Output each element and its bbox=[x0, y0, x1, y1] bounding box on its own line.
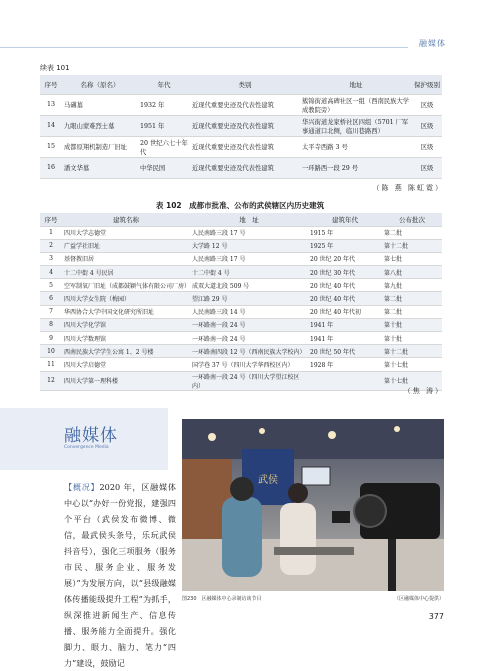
table-row bbox=[40, 157, 442, 178]
table-cell bbox=[308, 371, 382, 390]
table-cell: 基督教旧居 bbox=[62, 252, 190, 265]
table-cell: 十二中街 4 号 bbox=[190, 266, 308, 279]
table-cell: 7 bbox=[40, 305, 62, 318]
table-cell: 一环路西一段 29 号 bbox=[300, 157, 412, 178]
table-cell: 8 bbox=[40, 318, 62, 331]
photo-credit: （区融媒体中心提供） bbox=[393, 596, 444, 602]
table-cell: 望江路 29 号 bbox=[190, 292, 308, 305]
table-cell: 中华民国 bbox=[138, 157, 190, 178]
ceiling bbox=[182, 419, 444, 459]
table-cell: 11 bbox=[40, 358, 62, 371]
table-cell: 14 bbox=[40, 115, 62, 136]
table-cell: 20 世纪 50 年代 bbox=[308, 345, 382, 358]
photo-caption: 图230 区融媒体中心录制访谈节目 bbox=[182, 596, 262, 602]
table101-continued-label: 续表 101 bbox=[40, 64, 70, 72]
screen-text: 武侯 bbox=[258, 475, 278, 486]
column-header: 名称（原名） bbox=[62, 75, 138, 94]
table-cell: 20 世纪 40 年代 bbox=[308, 292, 382, 305]
table-cell: 第八批 bbox=[382, 266, 442, 279]
ceiling-light bbox=[208, 433, 216, 441]
table-row bbox=[40, 358, 442, 371]
body-paragraph bbox=[64, 479, 176, 671]
table-cell: 华西协合大学中国文化研究所旧址 bbox=[62, 305, 190, 318]
table-cell: 10 bbox=[40, 345, 62, 358]
table101-signature: （陈 燕 陈虹霓） bbox=[372, 184, 444, 192]
table-cell: 6 bbox=[40, 292, 62, 305]
table-cell: 16 bbox=[40, 157, 62, 178]
table-cell: 潘文华墓 bbox=[62, 157, 138, 178]
table-row bbox=[40, 226, 442, 239]
table-row bbox=[40, 345, 442, 358]
table-cell: 1915 年 bbox=[308, 226, 382, 239]
table-row bbox=[40, 115, 442, 136]
header-rule bbox=[0, 47, 408, 48]
table-cell: 1941 年 bbox=[308, 332, 382, 345]
table-cell: 华兴街道龙家桥社区四组（5701 厂军事通道口北侧，临川巷路西） bbox=[300, 115, 412, 136]
table-row bbox=[40, 371, 442, 390]
table-row bbox=[40, 292, 442, 305]
interviewer bbox=[222, 497, 262, 577]
column-header: 保护级别 bbox=[412, 75, 442, 94]
table-cell: 第二批 bbox=[382, 305, 442, 318]
table-cell: 5 bbox=[40, 279, 62, 292]
table-cell: 马礴墓 bbox=[62, 94, 138, 115]
small-camera bbox=[332, 511, 350, 523]
table-cell: 15 bbox=[40, 136, 62, 157]
table-cell: 1925 年 bbox=[308, 239, 382, 252]
table-cell: 第十批 bbox=[382, 318, 442, 331]
table-row bbox=[40, 136, 442, 157]
table-row bbox=[40, 239, 442, 252]
table-cell: 第十二批 bbox=[382, 345, 442, 358]
table-row bbox=[40, 332, 442, 345]
table-cell: 成都原翔机制造厂旧址 bbox=[62, 136, 138, 157]
table-row bbox=[40, 252, 442, 265]
table-cell: 近现代重要史迹及代表性建筑 bbox=[190, 94, 300, 115]
table-cell: 13 bbox=[40, 94, 62, 115]
ceiling-light bbox=[259, 428, 265, 434]
table-cell: 一环路南一段 24 号 bbox=[190, 318, 308, 331]
table-cell: 第十二批 bbox=[382, 239, 442, 252]
table-cell: 一环路南四段 12 号（西南民族大学校内） bbox=[190, 345, 308, 358]
table-cell: 20 世纪 20 年代 bbox=[308, 252, 382, 265]
table-header-row bbox=[40, 213, 442, 226]
table-cell: 4 bbox=[40, 266, 62, 279]
table-header-row bbox=[40, 75, 442, 94]
table-cell: 九眼山蒙难烈士墓 bbox=[62, 115, 138, 136]
table-cell: 国学巷 37 号（四川大学华西校区内） bbox=[190, 358, 308, 371]
table-cell: 簇锦街道高碑社区一组（西南民族大学成教院旁） bbox=[300, 94, 412, 115]
table-cell: 四川大学志德堂 bbox=[62, 226, 190, 239]
table-cell: 20 世纪 40 年代初 bbox=[308, 305, 382, 318]
table-cell: 9 bbox=[40, 332, 62, 345]
page-number: 377 bbox=[428, 612, 444, 621]
paragraph-text: 2020 年，区融媒体中心以“办好一份党报，建强四个平台（武侯发布微博、微信，最武侯头条号，乐玩武侯抖音号），强化三项服务（服务市民、服务企业、服务发展）”为发展方向，以“县级融媒体传播能级提升工程”为抓手，纵深推进新闻生产、信息传播、服务能力全面提升。强化脚力、眼力、脑力、笔力“四力”建设，鼓励记 bbox=[64, 482, 176, 668]
table-cell: 20 世纪六七十年代 bbox=[138, 136, 190, 157]
table-cell: 一环路南一段 24 号 bbox=[190, 332, 308, 345]
column-header: 公布批次 bbox=[382, 213, 442, 226]
table-cell: 四川大学启德堂 bbox=[62, 358, 190, 371]
section-subtitle: Convergence Media bbox=[64, 445, 109, 450]
ceiling-light bbox=[394, 426, 400, 432]
interview-photo bbox=[182, 419, 444, 591]
table-cell: 区级 bbox=[412, 94, 442, 115]
table-cell: 区级 bbox=[412, 136, 442, 157]
table-cell: 四川大学化学馆 bbox=[62, 318, 190, 331]
table-cell: 1932 年 bbox=[138, 94, 190, 115]
table-cell: 近现代重要史迹及代表性建筑 bbox=[190, 136, 300, 157]
section-title: 融媒体 bbox=[64, 426, 118, 446]
column-header: 建筑年代 bbox=[308, 213, 382, 226]
column-header: 地址 bbox=[300, 75, 412, 94]
column-header: 序号 bbox=[40, 213, 62, 226]
table-row bbox=[40, 279, 442, 292]
table-cell: 第二批 bbox=[382, 226, 442, 239]
tripod bbox=[388, 539, 396, 591]
table-cell: 3 bbox=[40, 252, 62, 265]
table-cell: 四川大学第一理科楼 bbox=[62, 371, 190, 390]
table-cell: 第十七批 bbox=[382, 358, 442, 371]
table-cell: 第七批 bbox=[382, 252, 442, 265]
table102-signature: （焦 涛） bbox=[403, 387, 444, 395]
table-cell: 四川大学女生院（梅园） bbox=[62, 292, 190, 305]
table-cell: 1941 年 bbox=[308, 318, 382, 331]
table-cell: 大学路 12 号 bbox=[190, 239, 308, 252]
table-row bbox=[40, 94, 442, 115]
table-cell: 近现代重要史迹及代表性建筑 bbox=[190, 157, 300, 178]
table-cell: 第十批 bbox=[382, 332, 442, 345]
table-cell: 20 世纪 30 年代 bbox=[308, 266, 382, 279]
table-cell: 1951 年 bbox=[138, 115, 190, 136]
photo-illustration bbox=[182, 419, 444, 591]
table-surface bbox=[274, 547, 354, 555]
table-cell: 1 bbox=[40, 226, 62, 239]
running-header: 融媒体 bbox=[419, 39, 446, 48]
interviewer-head bbox=[230, 477, 254, 501]
table-cell: 太平寺西路 3 号 bbox=[300, 136, 412, 157]
table-cell: 近现代重要史迹及代表性建筑 bbox=[190, 115, 300, 136]
table-cell: 20 世纪 40 年代 bbox=[308, 279, 382, 292]
guest-head bbox=[288, 483, 308, 503]
column-header: 序号 bbox=[40, 75, 62, 94]
table-cell: 人民南路三段 14 号 bbox=[190, 305, 308, 318]
table-cell: 区级 bbox=[412, 157, 442, 178]
table-101 bbox=[40, 75, 442, 179]
table-cell: 第二批 bbox=[382, 292, 442, 305]
column-header: 地 址 bbox=[190, 213, 308, 226]
camera-lens bbox=[354, 495, 386, 527]
column-header: 建筑名称 bbox=[62, 213, 190, 226]
table-cell: 12 bbox=[40, 371, 62, 390]
table-cell: 1928 年 bbox=[308, 358, 382, 371]
paragraph-tag: 【概况】 bbox=[64, 482, 100, 492]
table-cell: 四川大学数理馆 bbox=[62, 332, 190, 345]
table-cell: 空军制氧厂旧址（成都鼓颖气体有限公司厂房） bbox=[62, 279, 190, 292]
table-cell: 区级 bbox=[412, 115, 442, 136]
table-cell: 第九批 bbox=[382, 279, 442, 292]
guest bbox=[280, 503, 316, 575]
table-cell: 广益学社旧址 bbox=[62, 239, 190, 252]
table102-title: 表 102 成都市批准、公布的武侯辖区内历史建筑 bbox=[155, 201, 325, 210]
table-row bbox=[40, 318, 442, 331]
table-cell: 第十七批 bbox=[382, 371, 442, 390]
table-cell: 2 bbox=[40, 239, 62, 252]
table-cell: 一环路南一段 24 号（四川大学望江校区内） bbox=[190, 371, 308, 390]
column-header: 年代 bbox=[138, 75, 190, 94]
ceiling-light bbox=[328, 431, 336, 439]
table-cell: 人民南路三段 17 号 bbox=[190, 226, 308, 239]
table-row bbox=[40, 266, 442, 279]
table-cell: 成双大道北段 509 号 bbox=[190, 279, 308, 292]
table-cell: 西南民族大学学生公寓 1、2 号楼 bbox=[62, 345, 190, 358]
table-cell: 十二中街 4 号民居 bbox=[62, 266, 190, 279]
table-row bbox=[40, 305, 442, 318]
table-cell: 人民南路三段 17 号 bbox=[190, 252, 308, 265]
monitor bbox=[302, 467, 330, 485]
table-102 bbox=[40, 213, 442, 391]
column-header: 类别 bbox=[190, 75, 300, 94]
